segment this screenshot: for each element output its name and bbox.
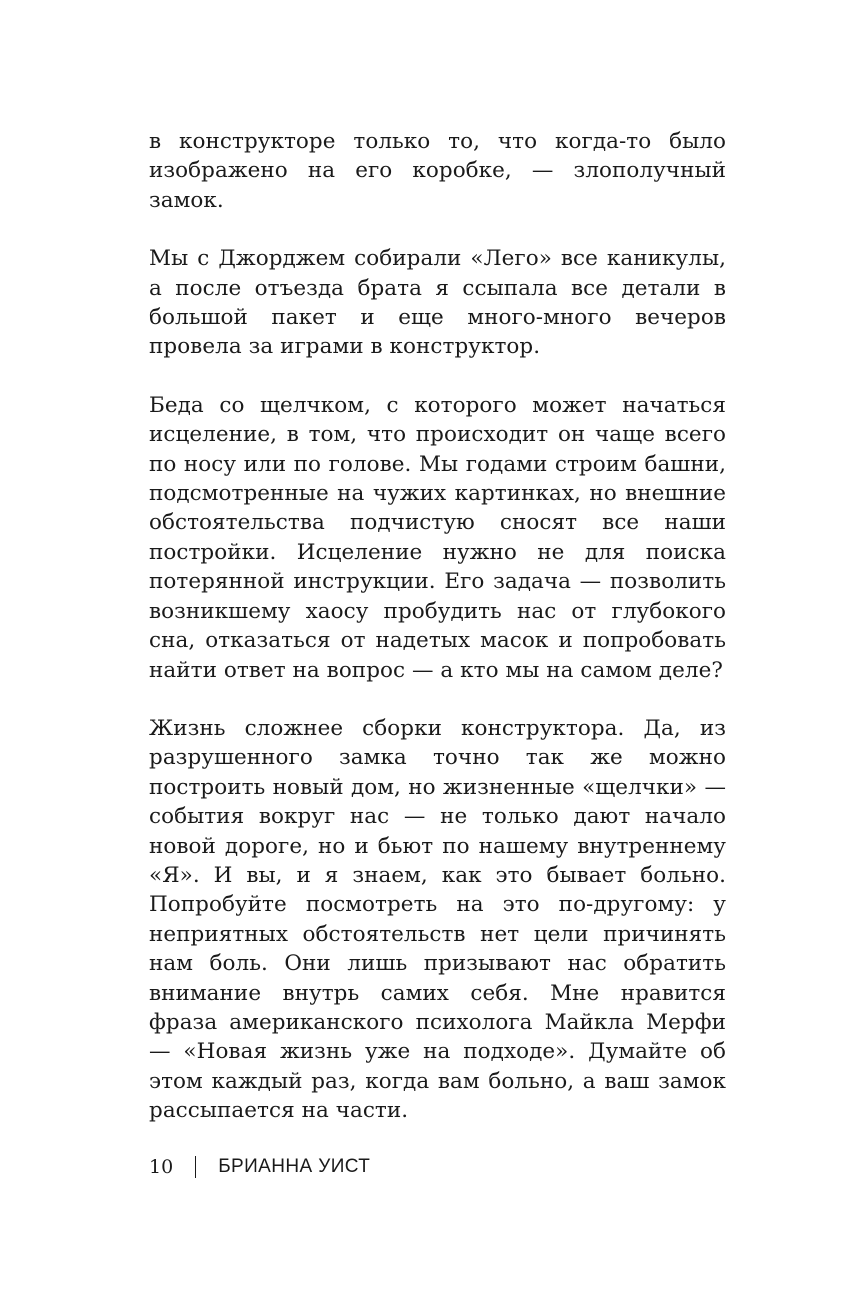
page-footer	[149, 1156, 370, 1178]
footer-divider	[195, 1156, 196, 1178]
page-number: 10	[149, 1156, 174, 1178]
paragraph-4: Жизнь сложнее сборки конструктора. Да, из разрушенного замка точно так же можно построить новый дом, но жизненные «щелчки» — события вокруг нас — не только дают начало новой дороге, но и бьют по нашему внутреннему «Я». И вы, и я знаем, как это бывает больно. Попробуйте посмотреть на это по-другому: у неприятных обстоятельств нет цели причинять нам боль. Они лишь призывают нас обратить внимание внутрь самих себя. Мне нравится фраза американского психолога Майкла Мерфи — «Новая жизнь уже на подходе». Думайте об этом каждый раз, когда вам больно, а ваш замок рассыпается на части.	[149, 715, 726, 1124]
running-head-author: БРИАННА УИСТ	[218, 1156, 371, 1177]
paragraph-1: в конструкторе только то, что когда-то было изображено на его коробке, — злополучный замок.	[149, 129, 726, 213]
paragraph-3: Беда со щелчком, с которого может начаться исцеление, в том, что происходит он чаще всего по носу или по голове. Мы годами строим башни, подсмотренные на чужих картинках, но внешние обстоятельства подчистую сносят все наши постройки. Исцеление нужно не для поиска потерянной инструкции. Его задача — позволить возникшему хаосу пробудить нас от глубокого сна, отказаться от надетых масок и попробовать найти ответ на вопрос — а кто мы на самом деле?	[149, 392, 726, 683]
page-body	[149, 127, 726, 1155]
paragraph-2: Мы с Джорджем собирали «Лего» все каникулы, а после отъезда брата я ссыпала все детали в большой пакет и еще много-много вечеров провела за играми в конструктор.	[149, 246, 726, 360]
